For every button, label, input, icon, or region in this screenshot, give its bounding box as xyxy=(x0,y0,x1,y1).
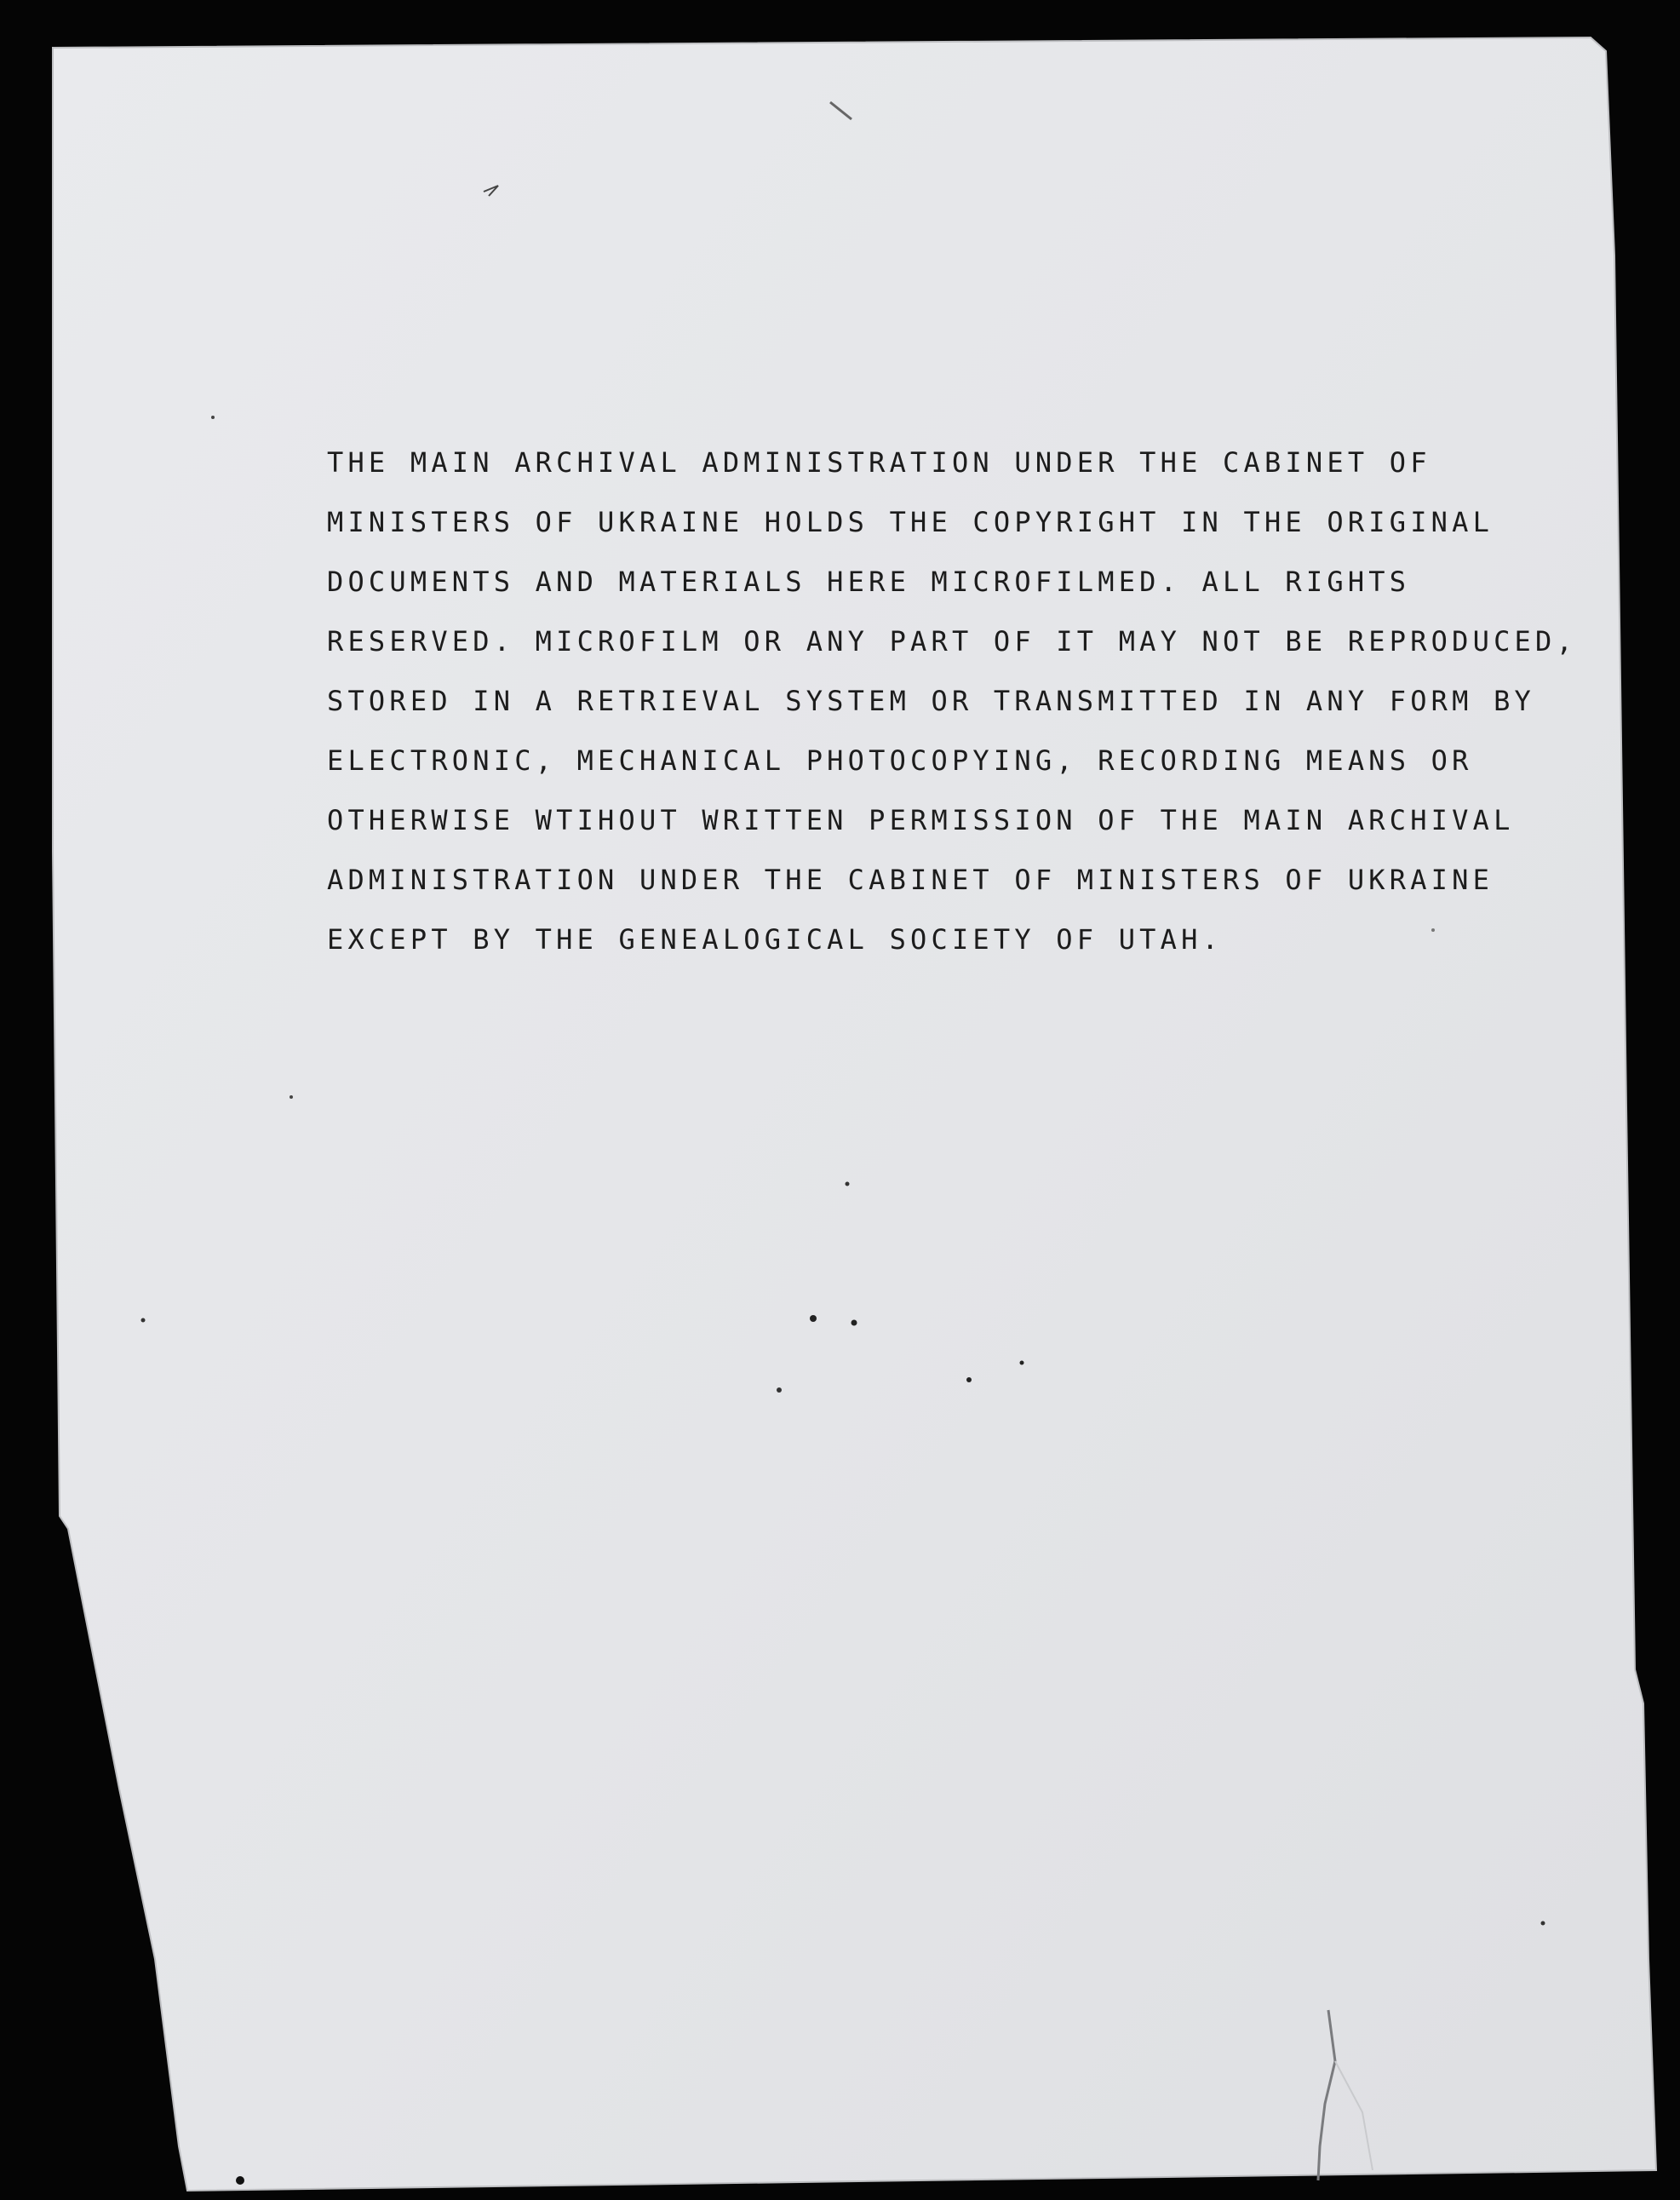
paper-surface xyxy=(53,37,1656,2191)
copyright-notice xyxy=(327,433,1577,969)
notice-line-2: MINISTERS OF UKRAINE HOLDS THE COPYRIGHT IN THE ORIGINAL xyxy=(327,506,1494,538)
notice-line-5: STORED IN A RETRIEVAL SYSTEM OR TRANSMITTED IN ANY FORM BY xyxy=(327,685,1536,717)
notice-line-8: ADMINISTRATION UNDER THE CABINET OF MINISTERS OF UKRAINE xyxy=(327,864,1494,896)
notice-line-7: OTHERWISE WTIHOUT WRITTEN PERMISSION OF THE MAIN ARCHIVAL xyxy=(327,804,1515,836)
notice-line-6: ELECTRONIC, MECHANICAL PHOTOCOPYING, RECORDING MEANS OR xyxy=(327,744,1473,777)
notice-line-3: DOCUMENTS AND MATERIALS HERE MICROFILMED. ALL RIGHTS xyxy=(327,566,1411,598)
notice-line-1: THE MAIN ARCHIVAL ADMINISTRATION UNDER THE CABINET OF xyxy=(327,446,1431,479)
notice-line-9: EXCEPT BY THE GENEALOGICAL SOCIETY OF UTAH. xyxy=(327,923,1224,956)
notice-line-4: RESERVED. MICROFILM OR ANY PART OF IT MAY NOT BE REPRODUCED, xyxy=(327,625,1577,658)
